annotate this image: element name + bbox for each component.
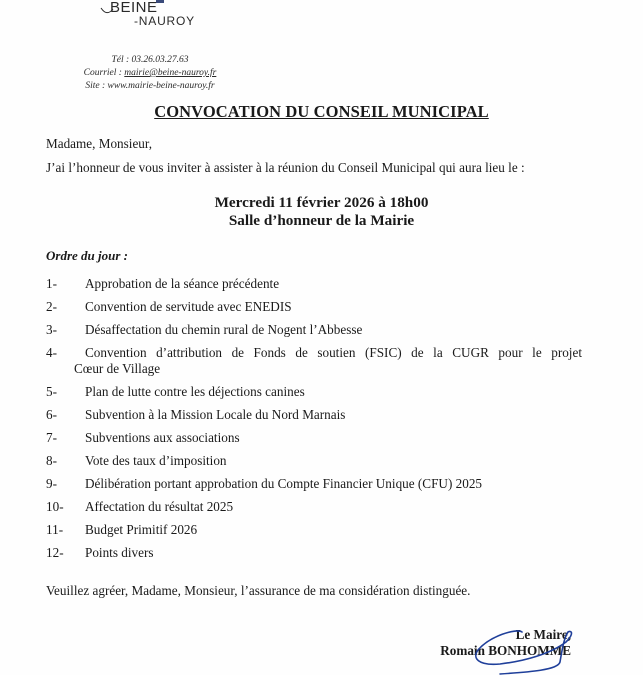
agenda-item-number: 7-	[46, 430, 57, 445]
municipality-logo	[96, 0, 216, 36]
agenda-item-number: 5-	[46, 384, 57, 399]
agenda-item	[46, 407, 606, 430]
agenda-item	[46, 476, 606, 499]
email-line	[60, 67, 240, 80]
email-link[interactable]: mairie@beine-nauroy.fr	[124, 68, 217, 78]
agenda-heading: Ordre du jour :	[46, 248, 128, 263]
agenda-item-number: 9-	[46, 476, 57, 491]
agenda-item-label: Vote des taux d’imposition	[85, 453, 227, 468]
email-label: Courriel :	[83, 68, 125, 78]
salutation: Madame, Monsieur,	[46, 136, 153, 151]
agenda-item-label: Points divers	[85, 545, 154, 560]
agenda-list	[46, 276, 606, 568]
agenda-item-number: 10-	[46, 499, 64, 514]
agenda-item-label: Budget Primitif 2026	[85, 522, 198, 537]
agenda-item-label: Plan de lutte contre les déjections canines	[85, 384, 305, 399]
agenda-item-label: Subventions aux associations	[85, 430, 240, 445]
agenda-item-number: 2-	[46, 299, 57, 314]
agenda-item-continuation: Cœur de Village	[74, 361, 161, 376]
agenda-item	[46, 453, 606, 476]
agenda-item-label: Convention d’attribution de Fonds de soutien (FSIC) de la CUGR pour le projet	[85, 345, 582, 360]
agenda-item-number: 6-	[46, 407, 57, 422]
agenda-item-number: 12-	[46, 545, 64, 560]
agenda-item-label: Désaffectation du chemin rural de Nogent l’Abbesse	[85, 322, 363, 337]
agenda-item	[46, 430, 606, 453]
signatory-role: Le Maire,	[515, 627, 571, 642]
agenda-item-label: Délibération portant approbation du Compte Financier Unique (CFU) 2025	[85, 476, 483, 491]
contact-block	[60, 54, 240, 93]
signatory-name: Romain BONHOMME	[440, 643, 571, 658]
agenda-item	[46, 299, 606, 322]
closing-paragraph: Veuillez agréer, Madame, Monsieur, l’assurance de ma considération distinguée.	[46, 583, 471, 598]
agenda-item-label: Convention de servitude avec ENEDIS	[85, 299, 292, 314]
agenda-item	[46, 345, 606, 384]
agenda-item-number: 11-	[46, 522, 64, 537]
agenda-item	[46, 499, 606, 522]
phone-text: Tél : 03.26.03.27.63	[111, 55, 189, 65]
agenda-item-number: 4-	[46, 345, 57, 360]
meeting-date: Mercredi 11 février 2026 à 18h00	[214, 194, 429, 211]
agenda-item-number: 8-	[46, 453, 57, 468]
agenda-item	[46, 545, 606, 568]
intro-paragraph: J’ai l’honneur de vous inviter à assister à la réunion du Conseil Municipal qui aura lieu le :	[46, 160, 525, 175]
website-text: Site : www.mairie-beine-nauroy.fr	[85, 81, 215, 91]
agenda-item	[46, 384, 606, 407]
meeting-place: Salle d’honneur de la Mairie	[228, 212, 415, 229]
document-title: CONVOCATION DU CONSEIL MUNICIPAL	[154, 102, 489, 121]
agenda-item-label: Approbation de la séance précédente	[85, 276, 280, 291]
agenda-item	[46, 522, 606, 545]
agenda-item-label: Subvention à la Mission Locale du Nord Marnais	[85, 407, 346, 422]
logo-text-beine: BEINE	[110, 0, 158, 16]
agenda-item	[46, 322, 606, 345]
agenda-item	[46, 276, 606, 299]
agenda-item-number: 3-	[46, 322, 57, 337]
logo-text-nauroy: -NAUROY	[134, 14, 195, 28]
agenda-item-label: Affectation du résultat 2025	[85, 499, 234, 514]
agenda-item-number: 1-	[46, 276, 57, 291]
